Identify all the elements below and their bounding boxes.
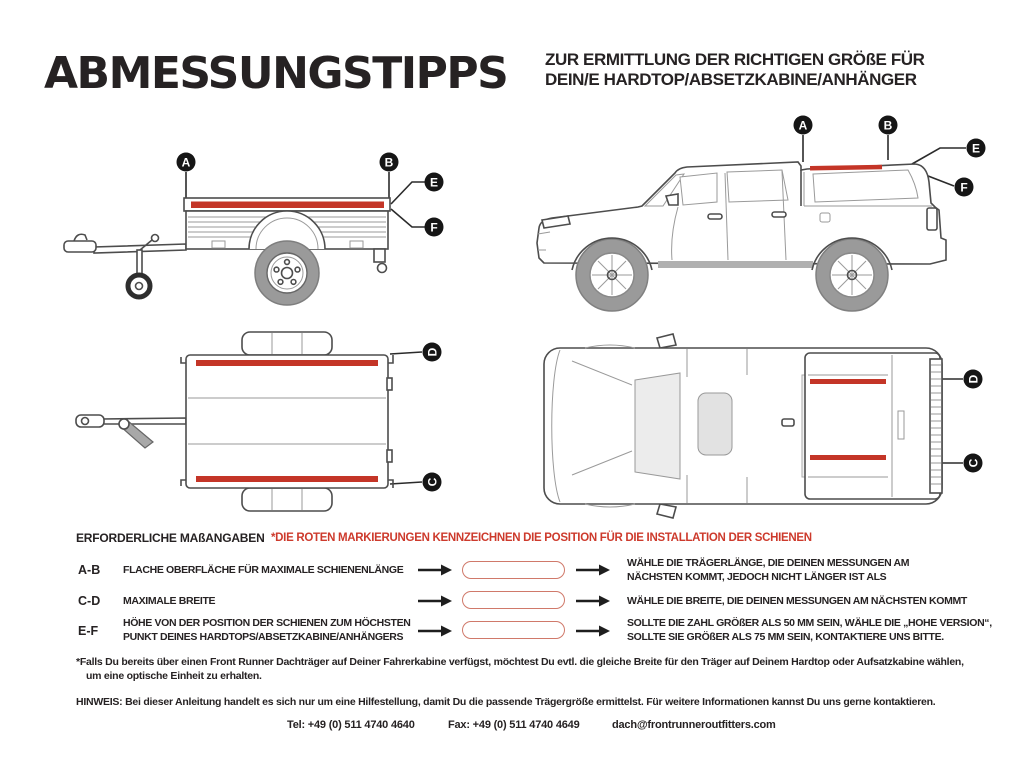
contact-fax: Fax: +49 (0) 511 4740 4649 bbox=[448, 719, 580, 731]
row-ab-measure-input[interactable] bbox=[462, 561, 565, 579]
row-cd-id: C-D bbox=[78, 594, 101, 608]
trailer-taillight bbox=[374, 249, 385, 262]
svg-text:A: A bbox=[798, 118, 808, 133]
svg-text:E: E bbox=[971, 141, 981, 156]
svg-text:B: B bbox=[883, 118, 893, 133]
label-f-badge bbox=[425, 218, 444, 237]
arrow-right-icon bbox=[418, 564, 452, 576]
row-cd-measure-input[interactable] bbox=[462, 591, 565, 609]
label-e-badge bbox=[425, 173, 444, 192]
label-c-badge bbox=[964, 454, 983, 473]
rail-marking-top-2 bbox=[196, 476, 378, 482]
arrow-right-icon bbox=[576, 595, 610, 607]
svg-text:E: E bbox=[429, 175, 439, 190]
label-c-badge bbox=[423, 473, 442, 492]
measurements-heading: ERFORDERLICHE MAßANGABEN bbox=[76, 531, 265, 545]
row-ef-description: HÖHE VON DER POSITION DER SCHIENEN ZUM HÖCHSTEN PUNKT DEINES HARDTOPS/ABSETZKABINE/ANHÄNGERS bbox=[123, 617, 411, 643]
arrow-right-icon bbox=[418, 595, 452, 607]
windshield bbox=[635, 373, 680, 479]
subtitle-line-1: ZUR ERMITTLUNG DER RICHTIGEN GRÖßE FÜR bbox=[545, 50, 925, 69]
row-cd-description: MAXIMALE BREITE bbox=[123, 595, 216, 607]
truck-taillight bbox=[927, 208, 937, 230]
label-e-badge bbox=[967, 139, 986, 158]
contact-email: dach@frontrunneroutfitters.com bbox=[612, 719, 776, 731]
label-d-badge bbox=[964, 370, 983, 389]
rail-marking-top-1 bbox=[196, 360, 378, 366]
label-b-badge bbox=[380, 153, 399, 172]
arrow-right-icon bbox=[576, 564, 610, 576]
arrow-right-icon bbox=[576, 625, 610, 637]
page-subtitle bbox=[545, 50, 925, 90]
row-ab-description: FLACHE OBERFLÄCHE FÜR MAXIMALE SCHIENENLÄNGE bbox=[123, 564, 404, 576]
svg-text:A: A bbox=[181, 155, 191, 170]
jockey-wheel bbox=[128, 275, 150, 297]
asterisk-footnote-line2: um eine optische Einheit zu erhalten. bbox=[86, 670, 262, 682]
red-markings-note: *DIE ROTEN MARKIERUNGEN KENNZEICHNEN DIE POSITION FÜR DIE INSTALLATION DER SCHIENEN bbox=[271, 532, 812, 544]
truck-side-view-diagram bbox=[520, 110, 1000, 322]
svg-text:D: D bbox=[425, 347, 440, 357]
trailer-side-view-diagram bbox=[60, 132, 480, 324]
arrow-right-icon bbox=[418, 625, 452, 637]
label-d-badge bbox=[423, 343, 442, 362]
label-b-badge bbox=[879, 116, 898, 135]
hinweis-note: HINWEIS: Bei dieser Anleitung handelt es sich nur um eine Hilfestellung, damit Du die passende Trägergröße ermittelst. Für weitere Informationen kannst Du uns gerne kontaktieren. bbox=[76, 696, 936, 708]
trailer-top-view-diagram bbox=[60, 330, 480, 522]
trailer-box-top bbox=[186, 355, 388, 488]
svg-text:C: C bbox=[425, 477, 440, 487]
svg-text:B: B bbox=[384, 155, 394, 170]
asterisk-footnote-line1: *Falls Du bereits über einen Front Runner Dachträger auf Deiner Fahrerkabine verfügst, möchtest Du evtl. die gleiche Breite für den Träger auf Deinem Hardtop oder Aufsatzkabine wählen, bbox=[76, 656, 964, 668]
row-ab-id: A-B bbox=[78, 563, 101, 577]
row-cd-advice: WÄHLE DIE BREITE, DIE DEINEN MESSUNGEN AM NÄCHSTEN KOMMT bbox=[627, 595, 967, 607]
rail-marking-side bbox=[191, 202, 384, 209]
truck-top-view-diagram bbox=[530, 333, 1000, 521]
fender-bottom bbox=[242, 488, 332, 511]
row-ef-id: E-F bbox=[78, 624, 99, 638]
page-title: ABMESSUNGSTIPPS bbox=[44, 48, 508, 99]
row-ef-advice: SOLLTE DIE ZAHL GRÖßER ALS 50 MM SEIN, WÄHLE DIE „HOHE VERSION“, SOLLTE SIE GRÖßER ALS 75 MM SEIN, KONTAKTIERE UNS BITTE. bbox=[627, 617, 992, 643]
coupler-top bbox=[76, 415, 104, 427]
trailer-coupler bbox=[64, 241, 96, 252]
fender-top bbox=[242, 332, 332, 355]
contact-tel: Tel: +49 (0) 511 4740 4640 bbox=[287, 719, 415, 731]
truck-rocker-panel bbox=[658, 261, 813, 268]
label-f-badge bbox=[955, 178, 974, 197]
label-a-badge bbox=[177, 153, 196, 172]
sunroof bbox=[698, 393, 732, 455]
svg-text:F: F bbox=[960, 180, 968, 195]
label-a-badge bbox=[794, 116, 813, 135]
rail-marking-bed-1 bbox=[810, 379, 886, 384]
svg-text:F: F bbox=[430, 220, 438, 235]
canopy-window bbox=[813, 170, 918, 202]
row-ab-advice: WÄHLE DIE TRÄGERLÄNGE, DIE DEINEN MESSUNGEN AM NÄCHSTEN KOMMT, JEDOCH NICHT LÄNGER IST ALS bbox=[627, 557, 910, 583]
subtitle-line-2: DEIN/E HARDTOP/ABSETZKABINE/ANHÄNGER bbox=[545, 70, 917, 89]
svg-text:C: C bbox=[966, 458, 981, 468]
svg-text:D: D bbox=[966, 374, 981, 384]
rail-marking-bed-2 bbox=[810, 455, 886, 460]
row-ef-measure-input[interactable] bbox=[462, 621, 565, 639]
